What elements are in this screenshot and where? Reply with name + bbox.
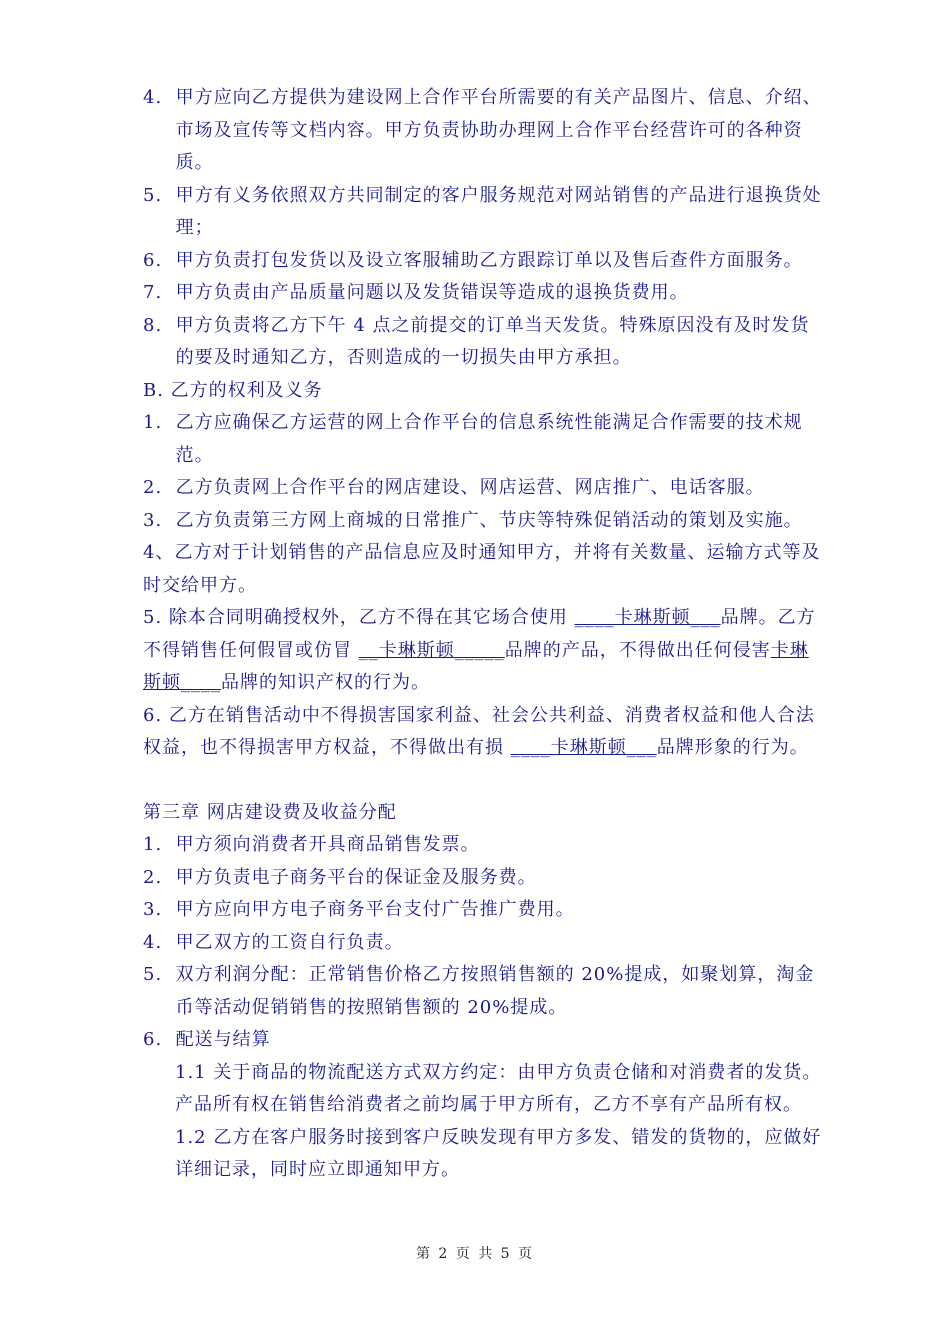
item-text: 品牌的产品，不得做出任何侵害: [504, 639, 771, 661]
item-text: 品牌形象的行为。: [656, 737, 809, 758]
item-number: 6.: [143, 1029, 176, 1050]
item-text: 6. 乙方在销售活动中不得损害国家利益、社会公共利益、消费者权益和他人合法权益，也不得损害甲方权益，不得做出有损: [143, 704, 815, 758]
sub-clause: 1.2 乙方在客户服务时接到客户反映发现有甲方多发、错发的货物的，应做好详细记录，同时应立即通知甲方。: [175, 1126, 822, 1180]
list-item: [143, 180, 823, 245]
list-item: [143, 894, 823, 927]
item-number: 1.: [143, 834, 176, 855]
item-number: 4.: [143, 931, 176, 953]
section-b-item-5: [143, 602, 823, 700]
list-item: [143, 862, 823, 895]
item-text: 甲方有义务依照双方共同制定的客户服务规范对网站销售的产品进行退换货处理；: [175, 184, 822, 238]
item-text: 品牌的知识产权的行为。: [221, 672, 430, 693]
list-item: [143, 245, 823, 278]
chapter-3-heading: 第三章 网店建设费及收益分配: [143, 801, 397, 823]
document-body: [143, 82, 823, 1187]
list-item: [143, 82, 823, 180]
sub-clause: 1.1 关于商品的物流配送方式双方约定：由甲方负责仓储和对消费者的发货。产品所有权在销售给消费者之前均属于甲方所有，乙方不享有产品所有权。: [175, 1061, 822, 1115]
item-text: 甲方负责电子商务平台的保证金及服务费。: [175, 866, 537, 888]
list-item: [143, 310, 823, 375]
section-b-heading: B. 乙方的权利及义务: [143, 379, 323, 401]
item-number: 7.: [143, 282, 176, 303]
list-item: [143, 277, 823, 310]
brand-name-underlined: __卡琳斯顿_____: [358, 639, 505, 661]
item-number: 3.: [143, 509, 176, 531]
list-item: [143, 959, 823, 1024]
item-number: 1.: [143, 412, 176, 433]
item-number: 6.: [143, 249, 176, 271]
item-text: 乙方应确保乙方运营的网上合作平台的信息系统性能满足合作需要的技术规范。: [175, 412, 803, 466]
item-text: 甲方须向消费者开具商品销售发票。: [175, 834, 480, 855]
item-text: 双方利润分配：正常销售价格乙方按照销售额的 20%提成，如聚划算，淘金币等活动促销销售的按照销售额的 20%提成。: [175, 964, 815, 1018]
item-text: 5. 除本合同明确授权外，乙方不得在其它场合使用: [143, 607, 575, 628]
item-number: 2.: [143, 866, 176, 888]
brand-name-underlined: ____卡琳斯顿___: [574, 607, 721, 628]
section-b-item-4: 4、乙方对于计划销售的产品信息应及时通知甲方，并将有关数量、运输方式等及时交给甲方。: [143, 542, 821, 596]
item-number: 5.: [143, 964, 176, 985]
list-item: [143, 1024, 823, 1057]
page-footer: 第 2 页 共 5 页: [415, 1246, 535, 1262]
brand-name-underlined: ____卡琳斯顿___: [510, 737, 657, 758]
spacer: [143, 765, 823, 797]
list-item: [143, 829, 823, 862]
item-number: 4.: [143, 87, 176, 108]
item-text: 甲方负责由产品质量问题以及发货错误等造成的退换货费用。: [175, 282, 689, 303]
item-text: 甲方负责打包发货以及设立客服辅助乙方跟踪订单以及售后查件方面服务。: [175, 249, 803, 271]
section-b-item-6: [143, 700, 823, 765]
item-text: 甲方应向甲方电子商务平台支付广告推广费用。: [175, 899, 575, 920]
brand-name-underlined: 卡琳斯顿____: [143, 639, 809, 693]
item-number: 3.: [143, 899, 176, 920]
item-number: 8.: [143, 314, 176, 336]
item-text: 乙方负责网上合作平台的网店建设、网店运营、网店推广、电话客服。: [175, 477, 765, 498]
list-item: [143, 407, 823, 472]
item-text: 配送与结算: [175, 1029, 271, 1050]
item-text: 甲乙双方的工资自行负责。: [175, 931, 404, 953]
list-item: [143, 927, 823, 960]
item-text: 甲方应向乙方提供为建设网上合作平台所需要的有关产品图片、信息、介绍、市场及宣传等文档内容。甲方负责协助办理网上合作平台经营许可的各种资质。: [175, 87, 822, 173]
item-text: 品牌。乙方不得销售任何假冒或仿冒: [143, 607, 816, 661]
list-item: [143, 472, 823, 505]
list-item: [143, 505, 823, 538]
item-text: 乙方负责第三方网上商城的日常推广、节庆等特殊促销活动的策划及实施。: [175, 509, 803, 531]
item-number: 2.: [143, 477, 176, 498]
item-number: 5.: [143, 184, 176, 206]
item-text: 甲方负责将乙方下午 4 点之前提交的订单当天发货。特殊原因没有及时发货的要及时通知乙方，否则造成的一切损失由甲方承担。: [175, 314, 810, 368]
